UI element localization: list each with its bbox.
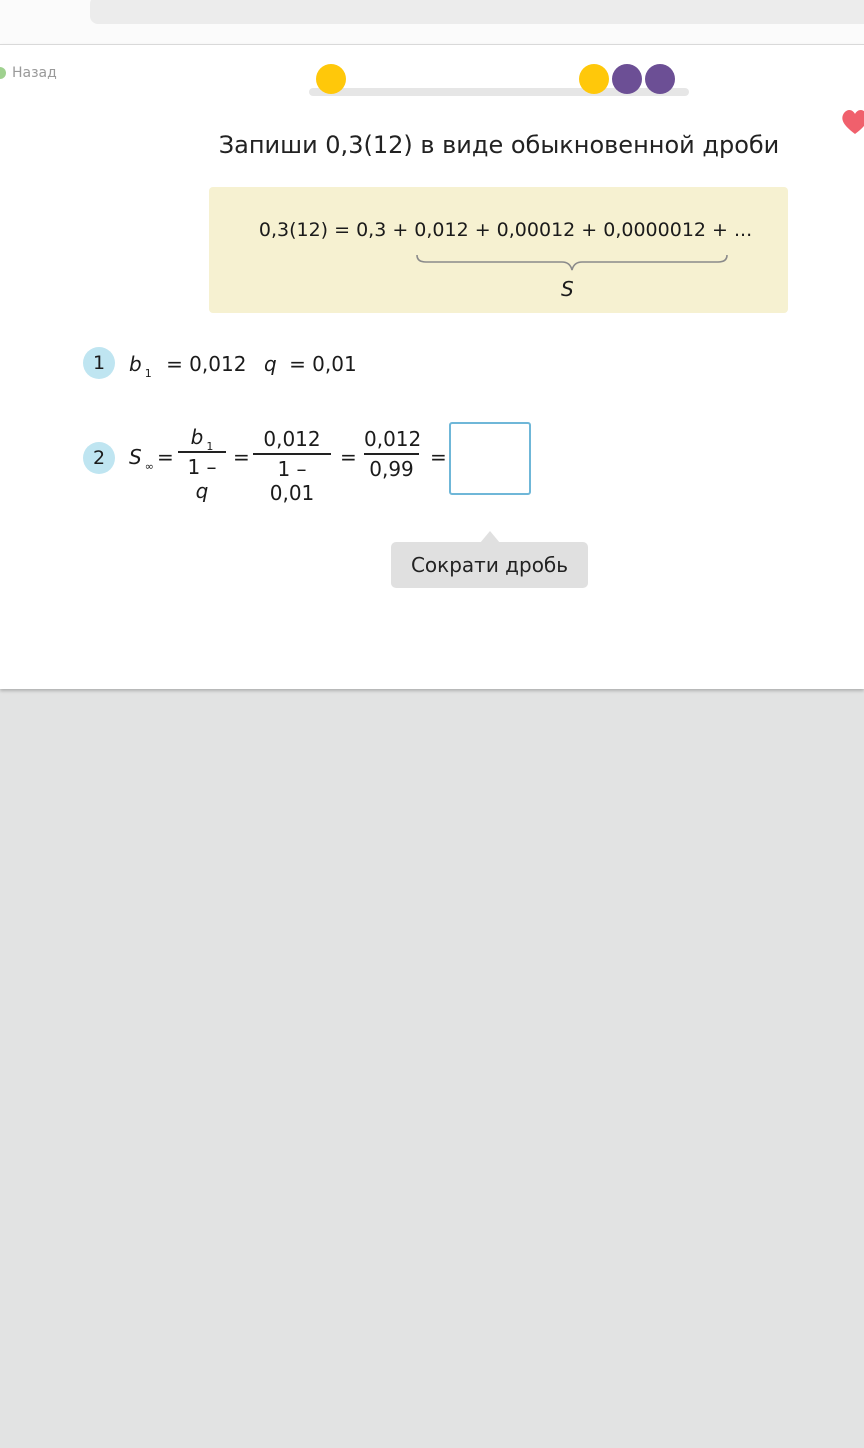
q-value: = 0,01 — [289, 352, 357, 376]
q-expression — [264, 352, 357, 376]
b-subscript: 1 — [206, 440, 214, 453]
q-symbol: q — [264, 352, 277, 376]
curly-brace-icon — [416, 253, 728, 279]
back-button[interactable] — [0, 65, 57, 81]
b-symbol: b — [190, 425, 204, 449]
b-symbol: b — [129, 352, 142, 376]
s-infinity-symbol — [129, 445, 154, 473]
browser-top-bar — [0, 0, 864, 44]
hint-expression: 0,3(12) = 0,3 + 0,012 + 0,00012 + 0,0000012 + ... — [258, 219, 753, 241]
b1-expression — [129, 352, 247, 380]
b-value: = 0,012 — [166, 352, 247, 376]
progress-dot-completed — [579, 64, 609, 94]
address-field[interactable] — [90, 0, 864, 24]
b-subscript: 1 — [144, 367, 152, 380]
heart-icon — [840, 107, 864, 137]
exercise-card — [0, 44, 864, 689]
denominator-prefix: 1 – — [187, 455, 217, 479]
equals-sign: = — [233, 445, 250, 469]
progress-dot-remaining — [645, 64, 675, 94]
back-arrow-icon — [0, 67, 6, 79]
equals-sign: = — [430, 445, 447, 469]
fraction-numerator: 0,012 — [263, 427, 321, 451]
back-label: Назад — [12, 65, 57, 81]
fraction-substituted — [253, 427, 331, 505]
hint-box — [209, 187, 788, 313]
fraction-numerator: 0,012 — [364, 427, 422, 451]
answer-input[interactable] — [449, 422, 531, 495]
fraction-denominator: 0,99 — [369, 457, 414, 481]
progress-dot-remaining — [612, 64, 642, 94]
fraction-numerator — [178, 425, 226, 451]
hint-tooltip: Сократи дробь — [391, 542, 588, 588]
fraction-simplified — [364, 427, 422, 481]
step-2-badge: 2 — [83, 442, 115, 474]
s-subscript: ∞ — [144, 460, 154, 473]
sum-label: S — [561, 277, 574, 301]
fraction-denominator — [178, 453, 226, 503]
fraction-b1-over-1-q — [178, 425, 226, 503]
task-title: Запиши 0,3(12) в виде обыкновенной дроби — [218, 131, 780, 159]
q-symbol: q — [195, 479, 209, 503]
fraction-denominator: 1 – 0,01 — [269, 457, 315, 505]
s-symbol: S — [129, 445, 142, 469]
progress-dot-completed — [316, 64, 346, 94]
equals-sign: = — [157, 445, 174, 469]
step-1-badge: 1 — [83, 347, 115, 379]
equals-sign: = — [340, 445, 357, 469]
